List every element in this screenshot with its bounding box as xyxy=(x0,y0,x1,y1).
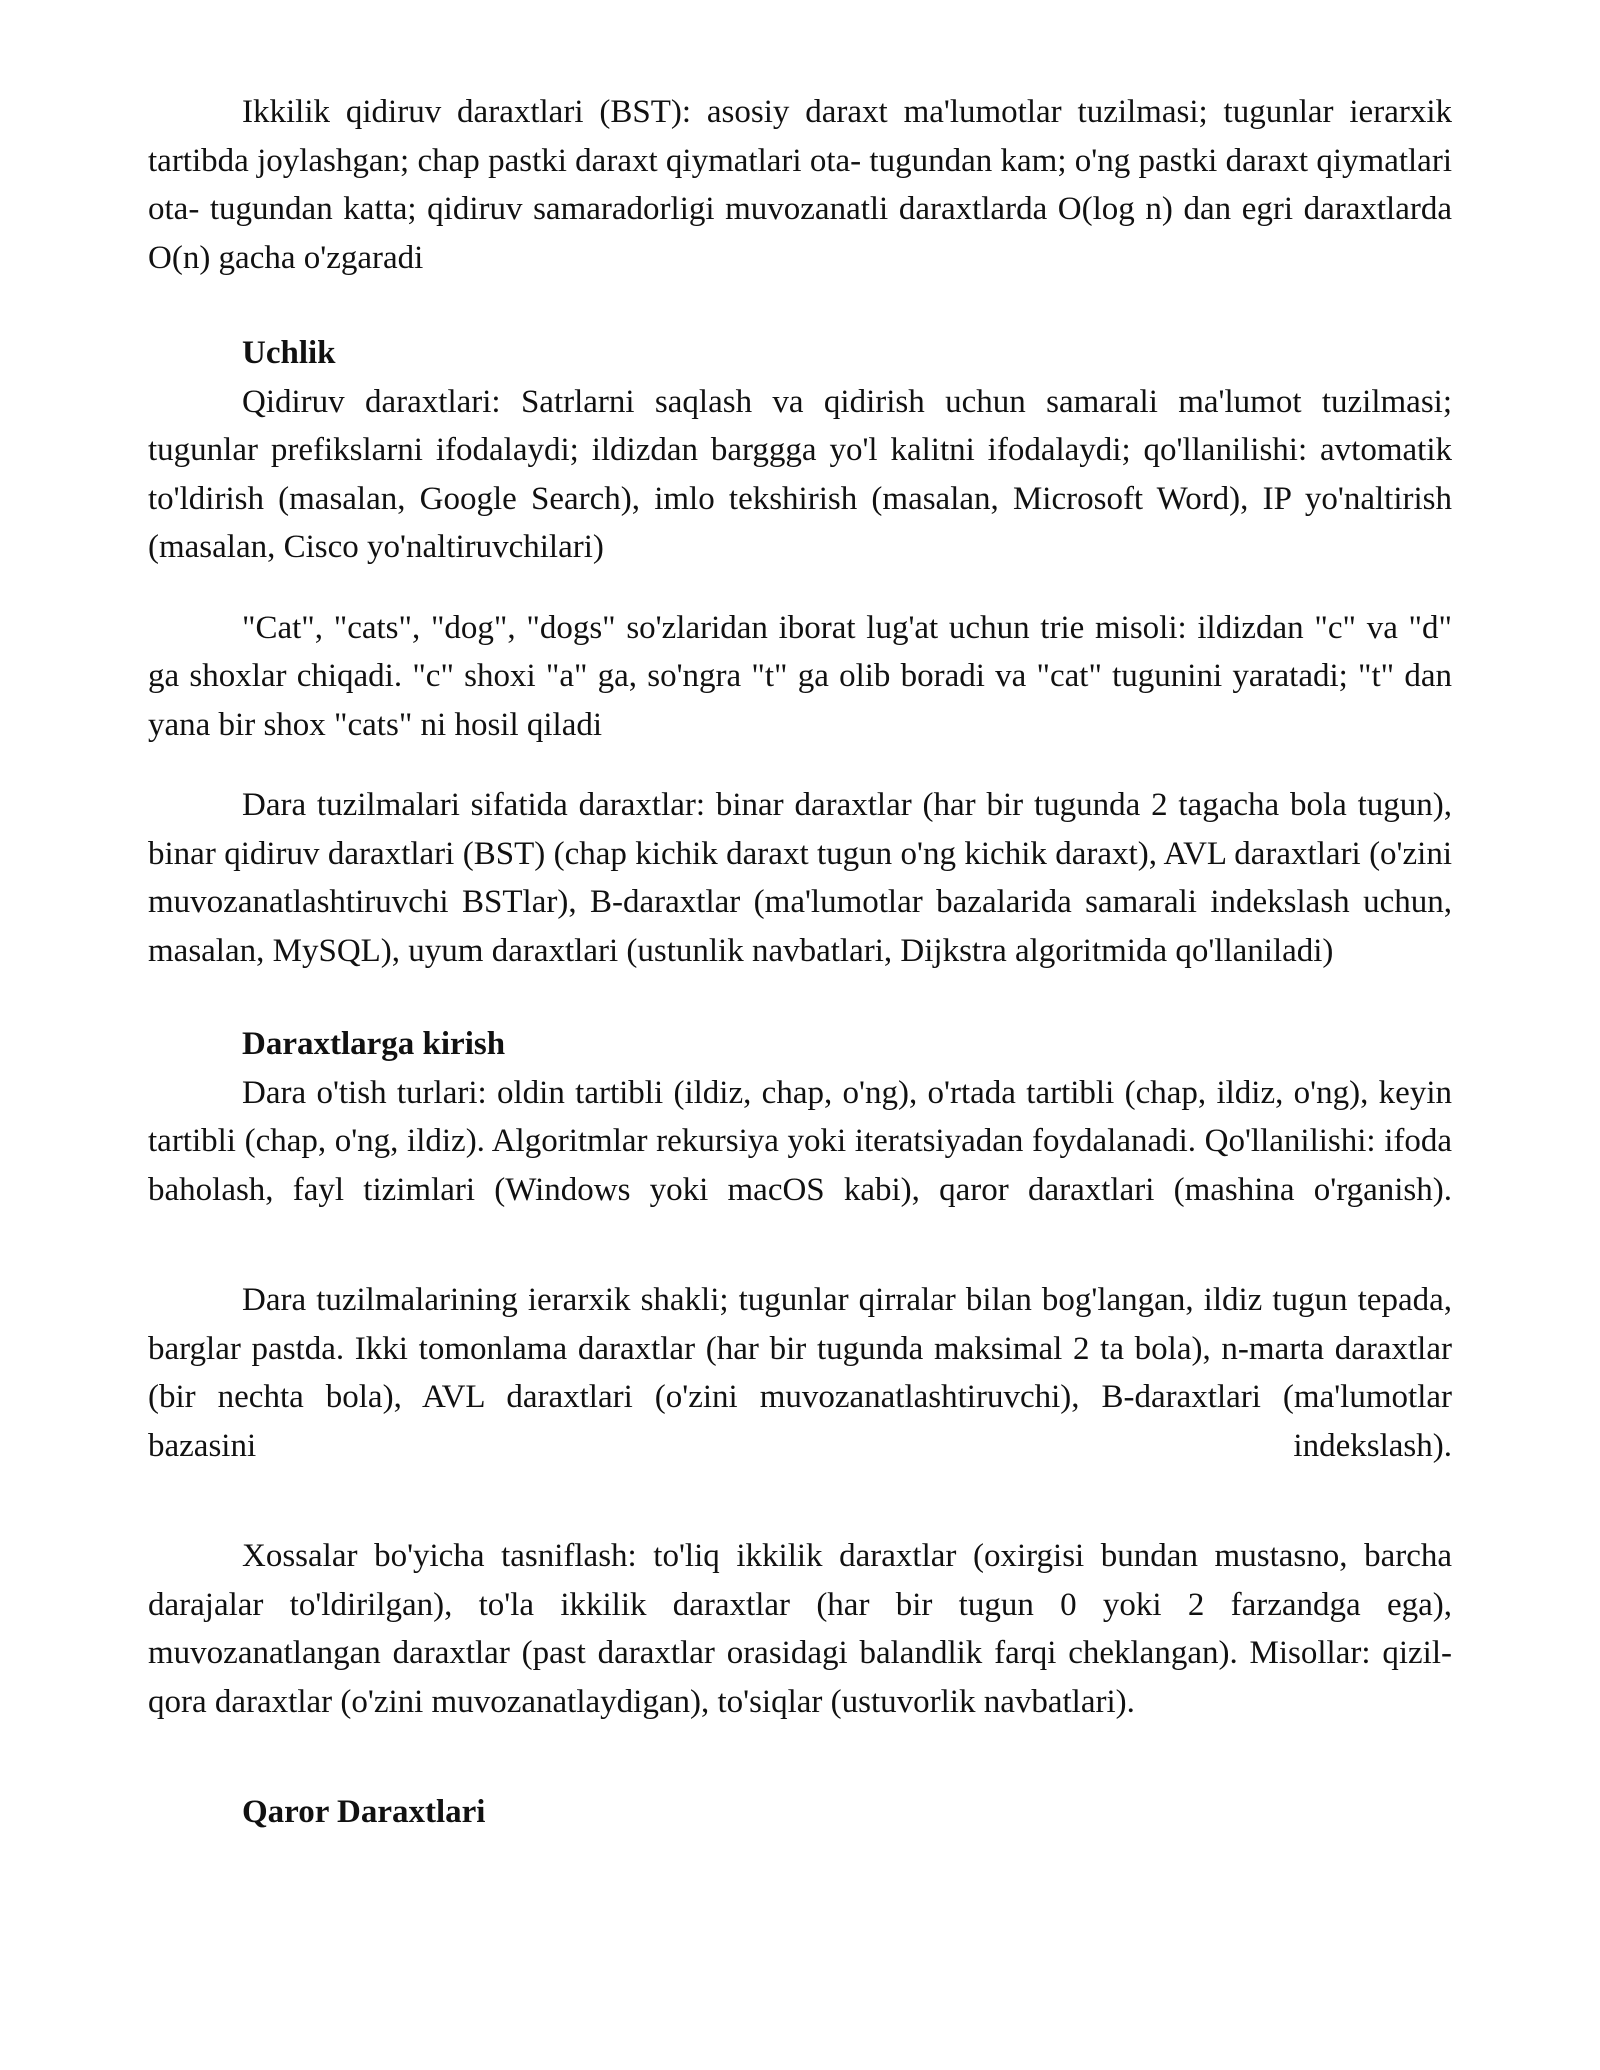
document-page xyxy=(148,88,1452,1837)
paragraph-tree-structures: Dara tuzilmalari sifatida daraxtlar: binar daraxtlar (har bir tugunda 2 tagacha bola tugun), binar qidiruv daraxtlari (BST) (chap kichik daraxt tugun o'ng kichik daraxt), AVL daraxtlari (o'zini muvozanatlashtiruvchi BSTlar), B-daraxtlar (ma'lumotlar bazalarida samarali indekslash uchun, masalan, MySQL), uyum daraxtlari (ustunlik navbatlari, Dijkstra algoritmida qo'llaniladi) xyxy=(148,787,1452,969)
paragraph-bst: Ikkilik qidiruv daraxtlari (BST): asosiy daraxt ma'lumotlar tuzilmasi; tugunlar ierarxik tartibda joylashgan; chap pastki daraxt qiymatlari ota- tugundan kam; o'ng pastki daraxt qiymatlari ota- tugundan katta; qidiruv samaradorligi muvozanatli daraxtlarda O(log n) dan egri daraxtlarda O(n) gacha o'zgaradi xyxy=(148,94,1452,276)
heading-qaror-daraxtlari: Qaror Daraxtlari xyxy=(242,1794,486,1830)
paragraph-traversal: Dara o'tish turlari: oldin tartibli (ildiz, chap, o'ng), o'rtada tartibli (chap, ildiz, o'ng), keyin tartibli (chap, o'ng, ildiz). Algoritmlar rekursiya yoki iteratsiyadan foydalanadi. Qo'llanilishi: ifoda baholash, fayl tizimlari (Windows yoki macOS kabi), qaror daraxtlari (mashina o'rganish). xyxy=(148,1074,1452,1208)
heading-daraxtlarga-kirish: Daraxtlarga kirish xyxy=(242,1026,506,1062)
heading-uchlik: Uchlik xyxy=(242,335,336,371)
paragraph-trie: Qidiruv daraxtlari: Satrlarni saqlash va qidirish uchun samarali ma'lumot tuzilmasi; tugunlar prefikslarni ifodalaydi; ildizdan barggga yo'l kalitni ifodalaydi; qo'llanilishi: avtomatik to'ldirish (masalan, Google Search), imlo tekshirish (masalan, Microsoft Word), IP yo'naltirish (masalan, Cisco yo'naltiruvchilari) xyxy=(148,383,1452,565)
paragraph-hierarchy: Dara tuzilmalarining ierarxik shakli; tugunlar qirralar bilan bog'langan, ildiz tugun tepada, barglar pastda. Ikki tomonlama daraxtlar (har bir tugunda maksimal 2 ta bola), n-marta daraxtlar (bir nechta bola), AVL daraxtlari (o'zini muvozanatlashtiruvchi), B-daraxtlari (ma'lumotlar bazasini indekslash). xyxy=(148,1282,1452,1464)
paragraph-classification: Xossalar bo'yicha tasniflash: to'liq ikkilik daraxtlar (oxirgisi bundan mustasno, barcha darajalar to'ldirilgan), to'la ikkilik daraxtlar (har bir tugun 0 yoki 2 farzandga ega), muvozanatlangan daraxtlar (past daraxtlar orasidagi balandlik farqi cheklangan). Misollar: qizil-qora daraxtlar (o'zini muvozanatlaydigan), to'siqlar (ustuvorlik navbatlari). xyxy=(148,1538,1452,1720)
paragraph-trie-example: "Cat", "cats", "dog", "dogs" so'zlaridan iborat lug'at uchun trie misoli: ildizdan "c" va "d" ga shoxlar chiqadi. "c" shoxi "a" ga, so'ngra "t" ga olib boradi va "cat" tugunini yaratadi; "t" dan yana bir shox "cats" ni hosil qiladi xyxy=(148,609,1452,743)
